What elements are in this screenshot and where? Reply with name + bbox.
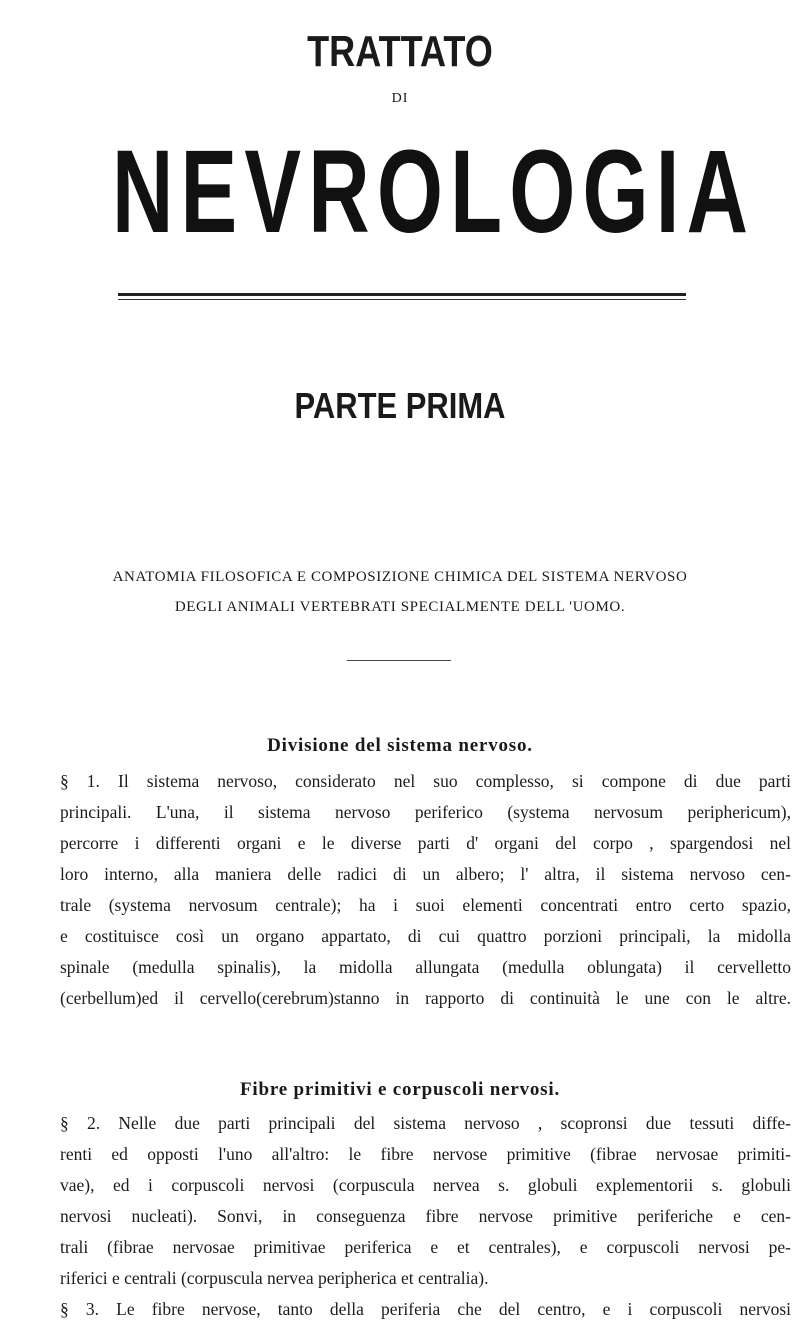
- text-line: (cerbellum)ed il cervello(cerebrum)stanno in rapporto di continuità le une con le altre.: [60, 988, 791, 1008]
- section-heading-fibres: Fibre primitivi e corpuscoli nervosi.: [239, 1079, 561, 1100]
- text-line: riferici e centrali (corpuscula nervea peripherica et centralia).: [60, 1268, 489, 1288]
- title-trattato: TRATTATO: [307, 27, 493, 76]
- title-nevrologia: NEVROLOGIA: [112, 126, 756, 258]
- separator-rule: [347, 660, 451, 661]
- text-line: nervosi nucleati). Sonvi, in conseguenza fibre nervose primitive periferiche e cen-: [60, 1206, 791, 1226]
- text-line: § 1. Il sistema nervoso, considerato nel suo complesso, si compone di due parti: [60, 771, 791, 791]
- part-subtitle-line-2: DEGLI ANIMALI VERTEBRATI SPECIALMENTE DELL 'UOMO.: [174, 599, 626, 615]
- text-line: trali (fibrae nervosae primitivae periferica e et centrales), e corpuscoli nervosi pe-: [60, 1237, 791, 1257]
- text-line: spinale (medulla spinalis), la midolla allungata (medulla oblungata) il cervelletto: [60, 957, 791, 977]
- part-heading: PARTE PRIMA: [294, 385, 506, 426]
- paragraph-section-2: [60, 1108, 791, 1325]
- text-line: e costituisce così un organo appartato, di cui quattro porzioni principali, la midolla: [60, 926, 791, 946]
- text-line: vae), ed i corpuscoli nervosi (corpuscula nervea s. globuli explementorii s. globuli: [60, 1175, 791, 1195]
- text-line: principali. L'una, il sistema nervoso periferico (systema nervosum periphericum),: [60, 802, 791, 822]
- part-subtitle-line-1: ANATOMIA FILOSOFICA E COMPOSIZIONE CHIMICA DEL SISTEMA NERVOSO: [112, 569, 688, 585]
- text-line: § 2. Nelle due parti principali del sistema nervoso , scopronsi due tessuti diffe-: [60, 1113, 791, 1133]
- text-line: renti ed opposti l'uno all'altro: le fibre nervose primitive (fibrae nervosae primiti-: [60, 1144, 791, 1164]
- text-line: loro interno, alla maniera delle radici di un albero; l' altra, il sistema nervoso cen-: [60, 864, 791, 884]
- title-rule-thick: [118, 293, 686, 296]
- text-line: trale (systema nervosum centrale); ha i suoi elementi concentrati entro certo spazio,: [60, 895, 791, 915]
- paragraph-section-1: [60, 766, 791, 1014]
- title-rule-thin: [118, 299, 686, 300]
- text-line: § 3. Le fibre nervose, tanto della periferia che del centro, e i corpuscoli nervosi: [60, 1299, 791, 1319]
- text-line: percorre i differenti organi e le diverse parti d' organi del corpo , spargendosi nel: [60, 833, 791, 853]
- title-di: DI: [391, 91, 409, 106]
- section-heading-division: Divisione del sistema nervoso.: [267, 735, 533, 756]
